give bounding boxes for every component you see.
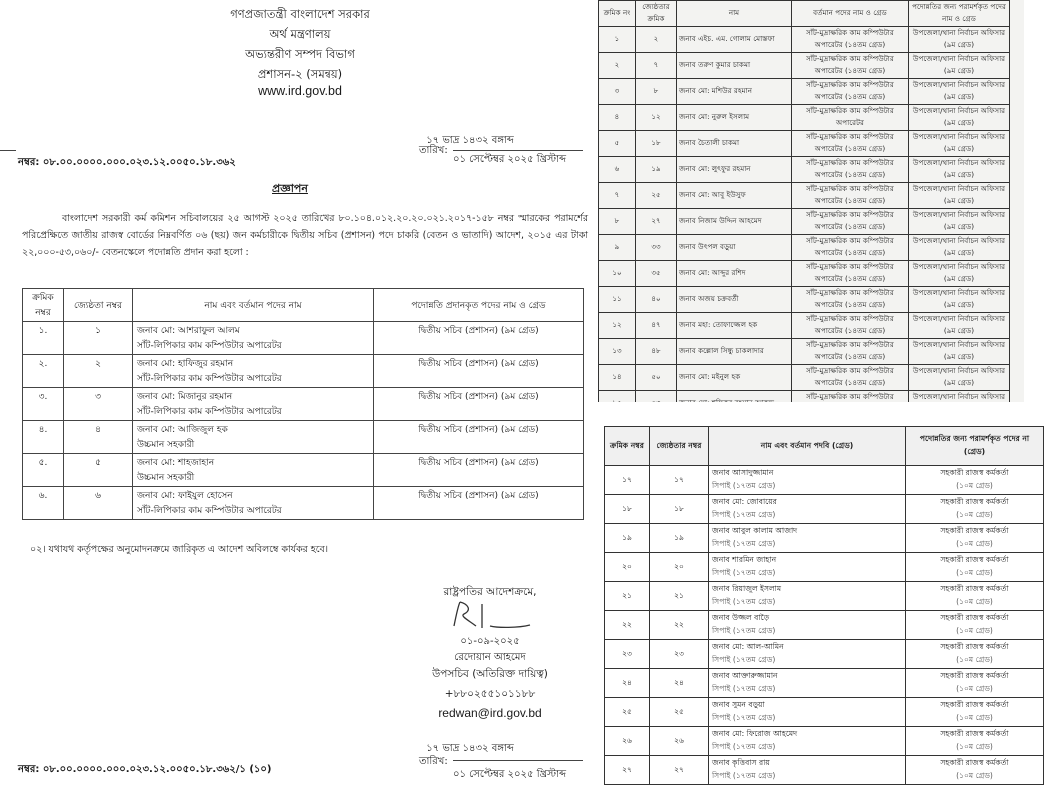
scan1-post: সাঁট-মুদ্রাক্ষরিক কাম কম্পিউটার অপারেটর (১৪তম গ্রেড)	[792, 261, 909, 287]
employee-name: জনাব মো: ফাইযুল হোসেন	[137, 491, 233, 501]
employee-name: জনাব আসাদুজ্জামান	[712, 468, 774, 477]
scan1-serial: ২	[599, 53, 636, 79]
scan2-name-post	[709, 524, 906, 553]
employee-name: জনাব আবুল কালাম আজাদ	[712, 526, 798, 535]
scan2-seniority: ২৬	[650, 727, 709, 756]
current-post: সাঁট-লিপিকার কাম কম্পিউটার অপারেটর	[137, 341, 282, 351]
scan1-seniority: ৪৮	[636, 339, 677, 365]
scan2-promoted	[906, 669, 1044, 698]
scan2-serial: ২০	[605, 553, 650, 582]
scan1-name: জনাব মো: মইনুল হক	[677, 365, 792, 391]
employee-name: জনাব মো: আশরাফুল আলম	[137, 326, 240, 336]
scan2-seniority: ২৪	[650, 669, 709, 698]
promoted-post: সহকারী রাজস্ব কর্মকর্তা	[940, 468, 1009, 477]
table-row	[23, 322, 584, 355]
table-row	[599, 53, 1010, 79]
scan1-serial: ৬	[599, 157, 636, 183]
scan1-name: জনাব মো: নুরুল ইসলাম	[677, 105, 792, 131]
date-bangla: ১৭ ভাদ্র ১৪৩২ বঙ্গাব্দ	[426, 135, 514, 146]
row-serial: ৩.	[23, 388, 64, 421]
scan2-header-serial: ক্রমিক নম্বর	[605, 427, 650, 466]
signature-date: ০১-০৯-২০২৫	[460, 636, 520, 647]
election-officer-table	[598, 0, 1010, 417]
table-row	[599, 157, 1010, 183]
current-post: সিপাই (১৭তম গ্রেড)	[712, 626, 776, 635]
table-row	[23, 355, 584, 388]
promoted-post: সহকারী রাজস্ব কর্মকর্তা	[940, 642, 1009, 651]
scan1-seniority: ৪০	[636, 287, 677, 313]
scan1-post: সাঁট-মুদ্রাক্ষরিক কাম কম্পিউটার অপারেটর (১৪তম গ্রেড)	[792, 209, 909, 235]
promoted-grade: (১০ম গ্রেড)	[956, 510, 993, 519]
scan2-name-post	[709, 669, 906, 698]
scan2-promoted	[906, 640, 1044, 669]
promoted-grade: (১০ম গ্রেড)	[956, 713, 993, 722]
scan1-name: জনাব মো: আব্দুর রশিদ	[677, 261, 792, 287]
scan1-serial: ৯	[599, 235, 636, 261]
scan1-promoted: উপজেলা/থানা নির্বাচন অফিসার (৯ম গ্রেড)	[909, 261, 1010, 287]
promoted-grade: (১০ম গ্রেড)	[956, 568, 993, 577]
scan1-promoted: উপজেলা/থানা নির্বাচন অফিসার (৯ম গ্রেড)	[909, 157, 1010, 183]
scan2-seniority: ২২	[650, 611, 709, 640]
row-name-post	[133, 355, 374, 388]
row-promoted-post: দ্বিতীয় সচিব (প্রশাসন) (৯ম গ্রেড)	[374, 355, 584, 388]
promoted-grade: (১০ম গ্রেড)	[956, 742, 993, 751]
row-serial: ৫.	[23, 454, 64, 487]
scan2-seniority: ২০	[650, 553, 709, 582]
scan1-header-post: বর্তমান পদের নাম ও গ্রেড	[792, 1, 909, 27]
scan1-promoted: উপজেলা/থানা নির্বাচন অফিসার (৯ম গ্রেড)	[909, 27, 1010, 53]
scan1-promoted: উপজেলা/থানা নির্বাচন অফিসার (৯ম গ্রেড)	[909, 183, 1010, 209]
current-post: সাঁট-লিপিকার কাম কম্পিউটার অপারেটর	[137, 506, 282, 516]
scan2-header-seniority: জ্যেষ্ঠতার নম্বর	[650, 427, 709, 466]
table-header-row	[23, 289, 584, 322]
scan1-header-name: নাম	[677, 1, 792, 27]
current-post: সাঁট-লিপিকার কাম কম্পিউটার অপারেটর	[137, 407, 282, 417]
scan1-promoted: উপজেলা/থানা নির্বাচন অফিসার (৯ম গ্রেড)	[909, 79, 1010, 105]
promoted-grade: (১০ম গ্রেড)	[956, 539, 993, 548]
scan1-seniority: ৪৭	[636, 313, 677, 339]
scan1-name: জনাব মো: লুৎফুর রহমান	[677, 157, 792, 183]
scan2-name-post	[709, 466, 906, 495]
scan1-name: জনাব চৈতালী চাকমা	[677, 131, 792, 157]
table-row	[23, 388, 584, 421]
table-row	[605, 669, 1044, 698]
scan1-seniority: ১২	[636, 105, 677, 131]
scan2-promoted	[906, 698, 1044, 727]
scan1-post: সাঁট-মুদ্রাক্ষরিক কাম কম্পিউটার অপারেটর (১৪তম গ্রেড)	[792, 313, 909, 339]
scan2-name-post	[709, 727, 906, 756]
scanned-table-revenue-officers	[598, 402, 1030, 781]
row-promoted-post: দ্বিতীয় সচিব (প্রশাসন) (৯ম গ্রেড)	[374, 454, 584, 487]
scan1-name: জনাব মহা: তোফাজ্জেল হক	[677, 313, 792, 339]
row-seniority: ১	[64, 322, 133, 355]
employee-name: জনাব আক্তারুজ্জামান	[712, 671, 778, 680]
scan1-name: জনাব মো: মশিউর রহমান	[677, 79, 792, 105]
scan1-post: সাঁট-মুদ্রাক্ষরিক কাম কম্পিউটার	[792, 391, 909, 417]
promoted-grade: (১০ম গ্রেড)	[956, 626, 993, 635]
scan1-post: সাঁট-মুদ্রাক্ষরিক কাম কম্পিউটার অপারেটর (১৪তম গ্রেড)	[792, 157, 909, 183]
table-row	[599, 261, 1010, 287]
scan1-header-promoted: পদোন্নতির জন্য পরামর্শকৃত পদের নাম ও গ্রেড	[909, 1, 1010, 27]
scan1-post: সাঁট-মুদ্রাক্ষরিক কাম কম্পিউটার অপারেটর (১৪তম গ্রেড)	[792, 235, 909, 261]
table-row	[599, 79, 1010, 105]
header-promoted-post: পদোন্নতি প্রদানকৃত পদের নাম ও গ্রেড	[374, 289, 584, 322]
scan2-seniority: ২৩	[650, 640, 709, 669]
scan1-seniority: ১৯	[636, 157, 677, 183]
table-row	[599, 209, 1010, 235]
scan1-promoted: উপজেলা/থানা নির্বাচন অফিসার	[909, 391, 1010, 417]
current-post: সিপাই (১৭তম গ্রেড)	[712, 684, 776, 693]
current-post: সাঁট-লিপিকার কাম কম্পিউটার অপারেটর	[137, 374, 282, 384]
table-row	[605, 553, 1044, 582]
table-row	[599, 131, 1010, 157]
scan1-serial: ১০	[599, 261, 636, 287]
row-seniority: ২	[64, 355, 133, 388]
current-post: সিপাই (১৭তম গ্রেড)	[712, 481, 776, 490]
date2-label: তারিখ:	[419, 756, 448, 767]
scan1-post: সাঁট-মুদ্রাক্ষরিক কাম কম্পিউটার অপারেটর (১৪তম গ্রেড)	[792, 131, 909, 157]
scan2-serial: ২২	[605, 611, 650, 640]
promoted-post: সহকারী রাজস্ব কর্মকর্তা	[940, 671, 1009, 680]
scan2-serial: ১৮	[605, 495, 650, 524]
employee-name: জনাব মো: হাফিজুর রহমান	[137, 359, 234, 369]
scan2-name-post	[709, 495, 906, 524]
scan2-name-post	[709, 582, 906, 611]
promoted-post: সহকারী রাজস্ব কর্মকর্তা	[940, 613, 1009, 622]
scan1-seniority: ৮	[636, 79, 677, 105]
scan1-serial: ১৩	[599, 339, 636, 365]
scan1-promoted: উপজেলা/থানা নির্বাচন অফিসার (৯ম গ্রেড)	[909, 105, 1010, 131]
promoted-grade: (১০ম গ্রেড)	[956, 771, 993, 780]
table-row	[605, 756, 1044, 785]
scan2-promoted	[906, 727, 1044, 756]
scan2-promoted	[906, 756, 1044, 785]
scan1-post: সাঁট-মুদ্রাক্ষরিক কাম কম্পিউটার অপারেটর (১৪তম গ্রেড)	[792, 339, 909, 365]
row-name-post	[133, 454, 374, 487]
scan1-serial: ১	[599, 27, 636, 53]
revenue-officer-table	[604, 426, 1044, 785]
promoted-grade: (১০ম গ্রেড)	[956, 655, 993, 664]
current-post: সিপাই (১৭তম গ্রেড)	[712, 713, 776, 722]
division-name: অভ্যন্তরীণ সম্পদ বিভাগ	[245, 47, 355, 61]
table-row	[605, 727, 1044, 756]
employee-name: জনাব মো: জোবায়ের	[712, 497, 777, 506]
table-row	[23, 487, 584, 520]
scan1-seniority: ২৫	[636, 183, 677, 209]
scan2-name-post	[709, 611, 906, 640]
row-name-post	[133, 421, 374, 454]
scan2-promoted	[906, 466, 1044, 495]
employee-name: জনাব মো: আজিজুল হক	[137, 425, 228, 435]
signatory-designation: উপসচিব (অতিরিক্ত দায়িত্ব)	[432, 668, 548, 680]
scan1-header-seniority: জ্যেষ্ঠতার ক্রমিক	[636, 1, 677, 27]
employee-name: জনাব শারমিন জাহান	[712, 555, 777, 564]
table-row	[605, 524, 1044, 553]
promoted-post: সহকারী রাজস্ব কর্মকর্তা	[940, 729, 1009, 738]
scan1-serial: ১২	[599, 313, 636, 339]
current-post: সিপাই (১৭তম গ্রেড)	[712, 771, 776, 780]
scan2-header-promoted: পদোন্নতির জন্য পরামর্শকৃত পদের না (গ্রেড)	[906, 427, 1044, 466]
row-promoted-post: দ্বিতীয় সচিব (প্রশাসন) (৯ম গ্রেড)	[374, 322, 584, 355]
scan1-seniority: ২	[636, 27, 677, 53]
ministry-name: অর্থ মন্ত্রণালয়	[269, 27, 331, 41]
scan1-name: জনাব উৎপল বড়ুয়া	[677, 235, 792, 261]
scan2-serial: ২৬	[605, 727, 650, 756]
scan1-header-serial: ক্রমিক নং	[599, 1, 636, 27]
scan2-seniority: ২৫	[650, 698, 709, 727]
scan2-serial: ১৯	[605, 524, 650, 553]
current-post: উচ্চমান সহকারী	[137, 473, 195, 483]
scan2-serial: ২৫	[605, 698, 650, 727]
row-serial: ৪.	[23, 421, 64, 454]
row-promoted-post: দ্বিতীয় সচিব (প্রশাসন) (৯ম গ্রেড)	[374, 421, 584, 454]
scan1-promoted: উপজেলা/থানা নির্বাচন অফিসার (৯ম গ্রেড)	[909, 53, 1010, 79]
scan2-serial: ২৭	[605, 756, 650, 785]
scan2-promoted	[906, 582, 1044, 611]
promoted-post: সহকারী রাজস্ব কর্মকর্তা	[940, 555, 1009, 564]
scan2-promoted	[906, 495, 1044, 524]
scan1-promoted: উপজেলা/থানা নির্বাচন অফিসার (৯ম গ্রেড)	[909, 339, 1010, 365]
row-promoted-post: দ্বিতীয় সচিব (প্রশাসন) (৯ম গ্রেড)	[374, 487, 584, 520]
row-name-post	[133, 388, 374, 421]
date-divider	[0, 150, 16, 151]
table-row	[605, 582, 1044, 611]
table-row	[23, 454, 584, 487]
promotion-table	[22, 288, 584, 520]
scan1-post: সাঁট-মুদ্রাক্ষরিক কাম কম্পিউটার অপারেটর (১৪তম গ্রেড)	[792, 287, 909, 313]
employee-name: জনাব মো: মিজানুর রহমান	[137, 392, 233, 402]
scan1-seniority: ৫০	[636, 365, 677, 391]
current-post: সিপাই (১৭তম গ্রেড)	[712, 742, 776, 751]
date2-separator	[453, 760, 583, 761]
employee-name: জনাব উজ্জল বাড়ৈ	[712, 613, 770, 622]
scan1-post: সাঁট-মুদ্রাক্ষরিক কাম কম্পিউটার অপারেটর (১৪তম গ্রেড)	[792, 183, 909, 209]
scan1-promoted: উপজেলা/থানা নির্বাচন অফিসার (৯ম গ্রেড)	[909, 313, 1010, 339]
employee-name: জনাব কৃত্তিবাস রায়	[712, 758, 770, 767]
scan1-post: সাঁট-মুদ্রাক্ষরিক কাম কম্পিউটার অপারেটর (১৪তম গ্রেড)	[792, 27, 909, 53]
signatory-name: রেদোয়ান আহমেদ	[454, 652, 526, 663]
row-serial: ১.	[23, 322, 64, 355]
row-seniority: ৩	[64, 388, 133, 421]
current-post: উচ্চমান সহকারী	[137, 440, 195, 450]
scan1-promoted: উপজেলা/থানা নির্বাচন অফিসার (৯ম গ্রেড)	[909, 235, 1010, 261]
table-row	[599, 339, 1010, 365]
table-row	[599, 235, 1010, 261]
row-serial: ৬.	[23, 487, 64, 520]
promoted-post: সহকারী রাজস্ব কর্মকর্তা	[940, 497, 1009, 506]
scan1-post: সাঁট-মুদ্রাক্ষরিক কাম কম্পিউটার অপারেটর (১৪তম গ্রেড)	[792, 365, 909, 391]
order-line: রাষ্ট্রপতির আদেশক্রমে,	[443, 586, 537, 598]
scan1-post: সাঁট-মুদ্রাক্ষরিক কাম কম্পিউটার অপারেটর (১৪তম গ্রেড)	[792, 79, 909, 105]
table-row	[599, 313, 1010, 339]
table-row	[599, 183, 1010, 209]
employee-name: জনাব মো: ফিরোজ আহমেদ	[712, 729, 798, 738]
scan1-promoted: উপজেলা/থানা নির্বাচন অফিসার (৯ম গ্রেড)	[909, 131, 1010, 157]
signatory-email[interactable]: redwan@ird.gov.bd	[438, 706, 542, 720]
scan2-promoted	[906, 611, 1044, 640]
scan1-post: সাঁট-মুদ্রাক্ষরিক কাম কম্পিউটার অপারেটর (১৪তম গ্রেড)	[792, 53, 909, 79]
current-post: সিপাই (১৭তম গ্রেড)	[712, 539, 776, 548]
scan1-promoted: উপজেলা/থানা নির্বাচন অফিসার (৯ম গ্রেড)	[909, 209, 1010, 235]
scan2-serial: ১৭	[605, 466, 650, 495]
row-promoted-post: দ্বিতীয় সচিব (প্রশাসন) (৯ম গ্রেড)	[374, 388, 584, 421]
scan2-seniority: ২১	[650, 582, 709, 611]
table-row	[605, 495, 1044, 524]
row-name-post	[133, 487, 374, 520]
date2-gregorian: ০১ সেপ্টেম্বর ২০২৫ খ্রিস্টাব্দ	[453, 769, 567, 780]
employee-name: জনাব মো: শাহজাহান	[137, 458, 215, 468]
website-link[interactable]: www.ird.gov.bd	[258, 84, 342, 98]
scan2-name-post	[709, 553, 906, 582]
promoted-grade: (১০ম গ্রেড)	[956, 597, 993, 606]
scan2-seniority: ২৭	[650, 756, 709, 785]
scan2-seniority: ১৭	[650, 466, 709, 495]
scan1-name: জনাব নিজাম উদ্দিন আহমেদ	[677, 209, 792, 235]
scan1-header-row	[599, 1, 1010, 27]
table-row	[23, 421, 584, 454]
date-label: তারিখ:	[419, 145, 448, 156]
scan2-header-row	[605, 427, 1044, 466]
scanned-table-election-officers	[598, 0, 1024, 402]
scan1-name: জনাব মো: আবু ইউসুফ	[677, 183, 792, 209]
date-gregorian: ০১ সেপ্টেম্বর ২০২৫ খ্রিস্টাব্দ	[453, 154, 567, 165]
table-row	[599, 105, 1010, 131]
scan1-post: সাঁট-মুদ্রাক্ষরিক কাম কম্পিউটার অপারেটর	[792, 105, 909, 131]
scan1-serial: ৭	[599, 183, 636, 209]
scan2-name-post	[709, 756, 906, 785]
scan2-promoted	[906, 524, 1044, 553]
date2-bangla: ১৭ ভাদ্র ১৪৩২ বঙ্গাব্দ	[426, 743, 514, 754]
scan1-seniority: ৩৩	[636, 235, 677, 261]
header-seniority: জ্যেষ্ঠতা নম্বর	[64, 289, 133, 322]
signatory-phone: +৮৮০২৫৫১০১১৮৮	[444, 688, 536, 700]
table-row	[599, 27, 1010, 53]
promoted-post: সহকারী রাজস্ব কর্মকর্তা	[940, 584, 1009, 593]
signature-image	[438, 598, 538, 632]
header-name-post: নাম এবং বর্তমান পদের নাম	[133, 289, 374, 322]
scan2-promoted	[906, 553, 1044, 582]
row-seniority: ৪	[64, 421, 133, 454]
current-post: সিপাই (১৭তম গ্রেড)	[712, 597, 776, 606]
scan1-name: জনাব এইচ. এম. গোলাম মোস্তফা	[677, 27, 792, 53]
current-post: সিপাই (১৭তম গ্রেড)	[712, 655, 776, 664]
row-serial: ২.	[23, 355, 64, 388]
row-name-post	[133, 322, 374, 355]
clause-2: ০২। যথাযথ কর্তৃপক্ষের অনুমোদনক্রমে জারিকৃত এ আদেশ অবিলম্বে কার্যকর হবে।	[30, 544, 329, 555]
promoted-grade: (১০ম গ্রেড)	[956, 684, 993, 693]
scan1-seniority: ৭	[636, 53, 677, 79]
scan1-serial: ৪	[599, 105, 636, 131]
memo-number: নম্বর: ০৮.০০.০০০০.০০০.০২৩.১২.০০৫০.১৮.৩৬২	[18, 157, 236, 168]
table-row	[605, 698, 1044, 727]
table-row	[599, 287, 1010, 313]
scan2-header-name: নাম এবং বর্তমান পদবি (গ্রেড)	[709, 427, 906, 466]
memo2-number: নম্বর: ০৮.০০.০০০০.০০০.০২৩.১২.০০৫০.১৮.৩৬২/১ (১০)	[18, 764, 272, 775]
date-separator	[453, 150, 583, 151]
scan1-name: জনাব কল্লোল সিন্ধু চাকলাদার	[677, 339, 792, 365]
scan1-seniority: ১৮	[636, 131, 677, 157]
table-row	[605, 640, 1044, 669]
scan1-serial: ১১	[599, 287, 636, 313]
scan2-seniority: ১৯	[650, 524, 709, 553]
employee-name: জনাব রিয়াজুল ইসলাম	[712, 584, 782, 593]
section-name: প্রশাসন-২ (সমন্বয়)	[257, 67, 343, 81]
current-post: সিপাই (১৭তম গ্রেড)	[712, 510, 776, 519]
scan2-seniority: ১৮	[650, 495, 709, 524]
scan1-promoted: উপজেলা/থানা নির্বাচন অফিসার (৯ম গ্রেড)	[909, 287, 1010, 313]
scan2-serial: ২১	[605, 582, 650, 611]
scan1-serial: ৩	[599, 79, 636, 105]
promoted-post: সহকারী রাজস্ব কর্মকর্তা	[940, 700, 1009, 709]
govt-name: গণপ্রজাতন্ত্রী বাংলাদেশ সরকার	[230, 7, 370, 21]
scan2-serial: ২৩	[605, 640, 650, 669]
employee-name: জনাব মো: আল-আমিন	[712, 642, 784, 651]
current-post: সিপাই (১৭তম গ্রেড)	[712, 568, 776, 577]
body-paragraph: বাংলাদেশ সরকারী কর্ম কমিশন সচিবালয়ের ২৫ আগস্ট ২০২৫ তারিখের ৮০.১০৪.০১২.২০.২০.০২১.২০১৭-১৫৮ নম্বর স্মারকের পরামর্শের পরিপ্রেক্ষিতে জাতীয় রাজস্ব বোর্ডের নিম্নবর্ণিত ০৬ (ছয়) জন কর্মচারীকে দ্বিতীয় সচিব (প্রশাসন) পদে চাকরি (বেতন ও ভাতাদি) আদেশ, ২০১৫ এর টাকা ২২,০০০-৫৩,০৬০/- বেতনস্কেলে পদোন্নতি প্রদান করা হলো :	[22, 213, 588, 258]
table-row	[605, 466, 1044, 495]
promoted-grade: (১০ম গ্রেড)	[956, 481, 993, 490]
table-row	[605, 611, 1044, 640]
scan2-name-post	[709, 698, 906, 727]
row-seniority: ৬	[64, 487, 133, 520]
scan1-serial: ১৪	[599, 365, 636, 391]
row-seniority: ৫	[64, 454, 133, 487]
promoted-post: সহকারী রাজস্ব কর্মকর্তা	[940, 758, 1009, 767]
employee-name: জনাব সুমন বড়ুয়া	[712, 700, 765, 709]
promoted-post: সহকারী রাজস্ব কর্মকর্তা	[940, 526, 1009, 535]
document-title: প্রজ্ঞাপন	[272, 182, 308, 195]
scan1-name: জনাব তরুণ কুমার চাকমা	[677, 53, 792, 79]
scan2-name-post	[709, 640, 906, 669]
scan1-promoted: উপজেলা/থানা নির্বাচন অফিসার (৯ম গ্রেড)	[909, 365, 1010, 391]
table-row	[599, 365, 1010, 391]
scan1-seniority: ২৭	[636, 209, 677, 235]
scan1-seniority: ৩৫	[636, 261, 677, 287]
scan1-serial: ৫	[599, 131, 636, 157]
scan1-name: জনাব অজয় চক্রবর্তী	[677, 287, 792, 313]
scan2-serial: ২৪	[605, 669, 650, 698]
scan1-serial: ৮	[599, 209, 636, 235]
header-serial: ক্রমিক নম্বর	[23, 289, 64, 322]
